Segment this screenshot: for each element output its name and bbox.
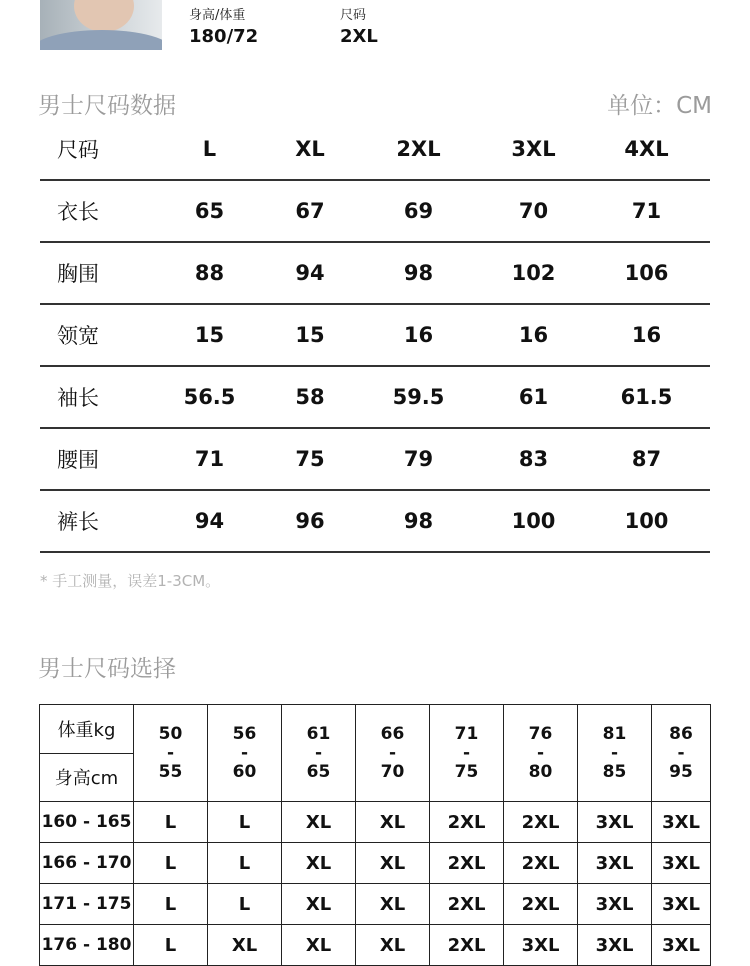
weight-dash: - bbox=[314, 742, 323, 763]
measurements-table bbox=[40, 119, 710, 553]
table-cell: 106 bbox=[583, 242, 710, 304]
table-row bbox=[40, 428, 710, 490]
weight-range-cell bbox=[356, 705, 430, 802]
weight-header: 体重kg bbox=[40, 705, 133, 754]
size-cell: 3XL bbox=[578, 925, 652, 966]
weight-from: 50 bbox=[158, 723, 183, 744]
table-row bbox=[40, 366, 710, 428]
weight-to: 95 bbox=[669, 761, 693, 782]
column-header: 2XL bbox=[353, 119, 484, 180]
weight-range-cell bbox=[208, 705, 282, 802]
size-cell: 3XL bbox=[504, 925, 578, 966]
table-cell: 71 bbox=[152, 428, 267, 490]
weight-range-cell bbox=[430, 705, 504, 802]
row-label: 袖长 bbox=[40, 366, 152, 428]
size-cell: XL bbox=[356, 843, 430, 884]
table-cell: 98 bbox=[353, 242, 484, 304]
row-label: 腰围 bbox=[40, 428, 152, 490]
table-cell: 100 bbox=[484, 490, 583, 552]
weight-to: 65 bbox=[306, 761, 331, 782]
table-cell: 56.5 bbox=[152, 366, 267, 428]
weight-dash: - bbox=[677, 742, 685, 763]
table-cell: 94 bbox=[152, 490, 267, 552]
height-range-cell: 160 - 165 bbox=[40, 802, 134, 843]
weight-range-cell bbox=[652, 705, 711, 802]
size-cell: 2XL bbox=[430, 802, 504, 843]
height-header: 身高cm bbox=[54, 768, 119, 790]
size-cell: XL bbox=[282, 884, 356, 925]
table-cell: 16 bbox=[583, 304, 710, 366]
weight-header-row bbox=[40, 705, 711, 802]
size-cell: 2XL bbox=[430, 925, 504, 966]
row-label: 裤长 bbox=[40, 490, 152, 552]
table-cell: 96 bbox=[267, 490, 353, 552]
weight-dash: - bbox=[610, 742, 619, 763]
weight-to: 85 bbox=[602, 761, 627, 782]
height-range-cell: 176 - 180 bbox=[40, 925, 134, 966]
height-weight-value: 180/72 bbox=[189, 26, 259, 47]
height-range-cell: 171 - 175 bbox=[40, 884, 134, 925]
weight-from: 71 bbox=[454, 723, 479, 744]
unit-label: 单位：CM bbox=[607, 93, 712, 119]
table-cell: 15 bbox=[267, 304, 353, 366]
weight-to: 70 bbox=[380, 761, 405, 782]
table-header-row bbox=[40, 119, 710, 180]
table-row bbox=[40, 304, 710, 366]
size-cell: XL bbox=[356, 925, 430, 966]
size-row bbox=[40, 884, 711, 925]
size-cell: 3XL bbox=[578, 843, 652, 884]
column-header: 4XL bbox=[583, 119, 710, 180]
weight-to: 60 bbox=[232, 761, 257, 782]
size-cell: 2XL bbox=[504, 884, 578, 925]
weight-from: 61 bbox=[306, 723, 331, 744]
weight-from: 66 bbox=[380, 723, 405, 744]
table-cell: 88 bbox=[152, 242, 267, 304]
model-photo bbox=[40, 0, 162, 50]
row-label: 领宽 bbox=[40, 304, 152, 366]
row-label: 胸围 bbox=[40, 242, 152, 304]
table-cell: 100 bbox=[583, 490, 710, 552]
weight-dash: - bbox=[462, 742, 471, 763]
weight-from: 76 bbox=[528, 723, 553, 744]
weight-range-cell bbox=[282, 705, 356, 802]
column-header: L bbox=[152, 119, 267, 180]
size-cell: L bbox=[134, 925, 208, 966]
table-cell: 94 bbox=[267, 242, 353, 304]
height-weight-label: 身高/体重 bbox=[189, 8, 246, 23]
size-cell: 2XL bbox=[430, 884, 504, 925]
table-cell: 59.5 bbox=[353, 366, 484, 428]
table-row bbox=[40, 490, 710, 552]
table-row bbox=[40, 242, 710, 304]
weight-from: 56 bbox=[232, 723, 257, 744]
size-cell: 3XL bbox=[578, 884, 652, 925]
size-cell: 3XL bbox=[652, 843, 711, 884]
table-cell: 87 bbox=[583, 428, 710, 490]
table-cell: 15 bbox=[152, 304, 267, 366]
size-cell: 2XL bbox=[504, 802, 578, 843]
size-cell: XL bbox=[282, 925, 356, 966]
weight-dash: - bbox=[240, 742, 249, 763]
column-header: XL bbox=[267, 119, 353, 180]
weight-from: 81 bbox=[602, 723, 627, 744]
size-cell: XL bbox=[356, 802, 430, 843]
weight-dash: - bbox=[536, 742, 545, 763]
weight-from: 86 bbox=[669, 723, 693, 744]
size-cell: XL bbox=[208, 925, 282, 966]
size-cell: XL bbox=[282, 843, 356, 884]
size-label: 尺码 bbox=[340, 8, 367, 23]
size-cell: L bbox=[208, 843, 282, 884]
size-row bbox=[40, 925, 711, 966]
weight-to: 80 bbox=[528, 761, 553, 782]
table-cell: 67 bbox=[267, 180, 353, 242]
size-cell: L bbox=[134, 802, 208, 843]
size-cell: 3XL bbox=[578, 802, 652, 843]
size-cell: L bbox=[208, 884, 282, 925]
size-cell: L bbox=[134, 884, 208, 925]
size-cell: 3XL bbox=[652, 884, 711, 925]
table-cell: 65 bbox=[152, 180, 267, 242]
weight-range-cell bbox=[578, 705, 652, 802]
table-cell: 75 bbox=[267, 428, 353, 490]
measurements-title: 男士尺码数据 bbox=[38, 93, 176, 119]
size-value: 2XL bbox=[340, 26, 378, 47]
table-cell: 61 bbox=[484, 366, 583, 428]
size-row bbox=[40, 802, 711, 843]
height-range-cell: 166 - 170 bbox=[40, 843, 134, 884]
weight-range-cell bbox=[134, 705, 208, 802]
table-cell: 69 bbox=[353, 180, 484, 242]
size-chooser-table bbox=[39, 704, 711, 966]
table-cell: 70 bbox=[484, 180, 583, 242]
table-cell: 58 bbox=[267, 366, 353, 428]
size-cell: XL bbox=[356, 884, 430, 925]
weight-range-cell bbox=[504, 705, 578, 802]
table-cell: 102 bbox=[484, 242, 583, 304]
size-cell: XL bbox=[282, 802, 356, 843]
table-row bbox=[40, 180, 710, 242]
size-cell: L bbox=[208, 802, 282, 843]
corner-header-cell bbox=[40, 705, 134, 802]
column-header: 尺码 bbox=[40, 119, 152, 180]
size-cell: 2XL bbox=[504, 843, 578, 884]
measurement-note: * 手工测量，误差1-3CM。 bbox=[40, 572, 221, 590]
table-cell: 98 bbox=[353, 490, 484, 552]
weight-to: 55 bbox=[158, 761, 183, 782]
size-cell: 3XL bbox=[652, 925, 711, 966]
size-row bbox=[40, 843, 711, 884]
weight-to: 75 bbox=[454, 761, 479, 782]
table-cell: 16 bbox=[484, 304, 583, 366]
weight-dash: - bbox=[388, 742, 397, 763]
table-cell: 71 bbox=[583, 180, 710, 242]
table-cell: 61.5 bbox=[583, 366, 710, 428]
size-cell: 3XL bbox=[652, 802, 711, 843]
chooser-title: 男士尺码选择 bbox=[38, 656, 176, 682]
row-label: 衣长 bbox=[40, 180, 152, 242]
table-cell: 83 bbox=[484, 428, 583, 490]
weight-dash: - bbox=[166, 742, 175, 763]
column-header: 3XL bbox=[484, 119, 583, 180]
table-cell: 79 bbox=[353, 428, 484, 490]
size-cell: 2XL bbox=[430, 843, 504, 884]
table-cell: 16 bbox=[353, 304, 484, 366]
size-cell: L bbox=[134, 843, 208, 884]
